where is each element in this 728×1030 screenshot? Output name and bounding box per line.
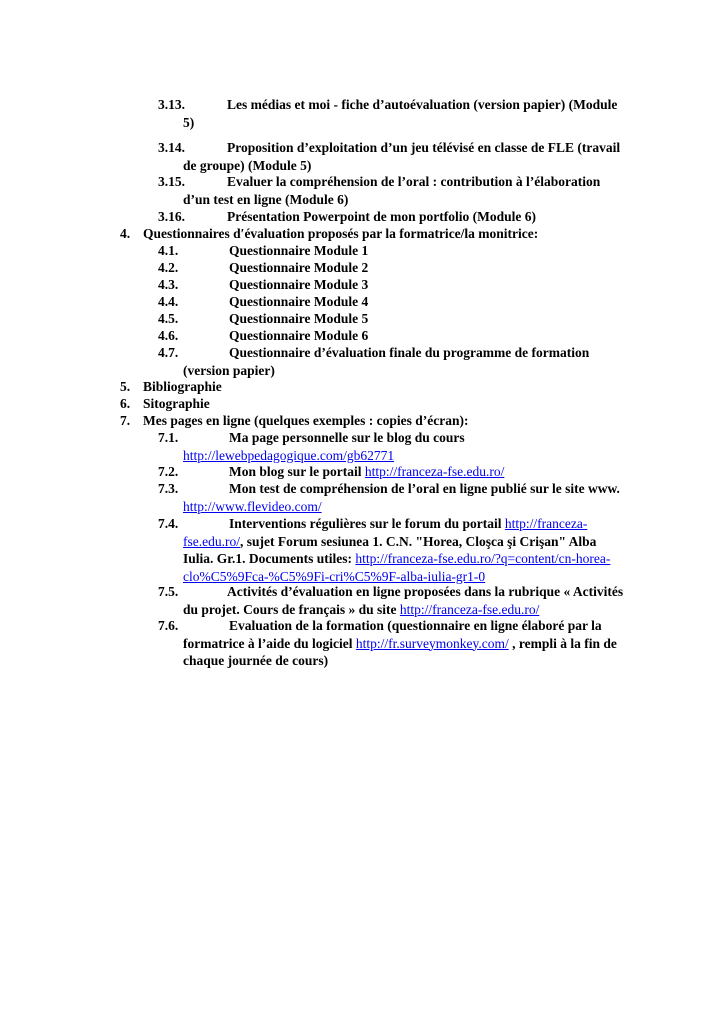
item-text-continued — [183, 533, 596, 551]
item-number: 4.2. — [158, 260, 179, 275]
item-number: 4.4. — [158, 294, 179, 309]
item-number: 4.5. — [158, 311, 179, 326]
item-text: Questionnaire Module 3 — [229, 277, 369, 292]
forum-link-part-2[interactable]: fse.edu.ro/ — [183, 533, 240, 549]
item-number: 3.15. — [158, 174, 185, 189]
item-text-continued — [183, 601, 539, 619]
item-number: 7.5. — [158, 584, 179, 599]
section-heading: Questionnaires d′évaluation proposés par la formatrice/la monitrice: — [143, 226, 539, 241]
flevideo-link[interactable]: http://www.flevideo.com/ — [183, 498, 322, 514]
item-number: 4. — [120, 226, 131, 241]
item-number: 4.3. — [158, 277, 179, 292]
item-text: Mon test de compréhension de l’oral en ligne publié sur le site www. — [229, 481, 620, 496]
item-text: Questionnaire d’évaluation finale du programme de formation — [229, 345, 590, 360]
item-text: Activités d’évaluation en ligne proposées dans la rubrique « Activités — [227, 584, 624, 599]
item-number: 4.1. — [158, 243, 179, 258]
item-text — [229, 515, 587, 533]
documents-link-part-2[interactable]: clo%C5%9Fca-%C5%9Fi-cri%C5%9F-alba-iulia-gr1-0 — [183, 568, 486, 584]
item-text-continued: d’un test en ligne (Module 6) — [183, 191, 349, 207]
item-number: 6. — [120, 396, 131, 411]
item-text-continued: chaque journée de cours) — [183, 653, 329, 668]
item-number: 7.3. — [158, 481, 179, 496]
blog-link[interactable]: http://lewebpedagogique.com/gb62771 — [183, 447, 395, 463]
portal-link[interactable]: http://franceza-fse.edu.ro/ — [364, 464, 505, 479]
item-text-continued: (version papier) — [183, 362, 275, 378]
item-text: Les médias et moi - fiche d’autoévaluation (version papier) (Module — [227, 97, 618, 112]
item-text-part: , sujet Forum sesiunea 1. C.N. "Horea, Cloşca şi Crişan" Alba — [239, 533, 597, 549]
item-text-continued — [183, 447, 394, 465]
item-text: Proposition d’exploitation d’un jeu télévisé en classe de FLE (travail — [227, 140, 621, 155]
item-text-part: Iulia. Gr.1. Documents utiles: — [183, 551, 356, 566]
item-text-continued — [183, 635, 617, 653]
item-number: 3.14. — [158, 140, 185, 155]
item-text-part: Interventions régulières sur le forum du portail — [229, 516, 505, 531]
item-text: Questionnaire Module 2 — [229, 260, 369, 275]
item-text-continued: 5) — [183, 114, 195, 130]
item-text: Présentation Powerpoint de mon portfolio (Module 6) — [227, 209, 536, 224]
item-number: 7.2. — [158, 464, 179, 479]
item-text-part: du projet. Cours de français » du site — [183, 601, 400, 617]
section-heading: Mes pages en ligne (quelques exemples : copies d’écran): — [143, 413, 469, 428]
item-text: Evaluer la compréhension de l’oral : contribution à l’élaboration — [227, 174, 601, 189]
item-number: 4.7. — [158, 345, 179, 360]
item-number: 7. — [120, 413, 131, 428]
item-text-part: formatrice à l’aide du logiciel — [183, 635, 356, 651]
item-text-continued — [183, 550, 610, 568]
item-number: 7.1. — [158, 430, 179, 445]
item-number: 3.13. — [158, 97, 185, 112]
item-text: Questionnaire Module 1 — [229, 243, 369, 258]
item-number: 7.4. — [158, 516, 179, 531]
item-number: 3.16. — [158, 209, 185, 224]
section-heading: Sitographie — [143, 396, 210, 411]
item-text: Questionnaire Module 5 — [229, 311, 369, 326]
item-text: Questionnaire Module 4 — [229, 294, 369, 309]
item-number: 7.6. — [158, 618, 179, 633]
section-heading: Bibliographie — [143, 379, 222, 394]
item-text: Evaluation de la formation (questionnaire en ligne élaboré par la — [229, 618, 602, 633]
item-text-part: Mon blog sur le portail — [229, 464, 365, 479]
item-text: Questionnaire Module 6 — [229, 328, 369, 343]
item-text — [229, 463, 504, 481]
item-text: Ma page personnelle sur le blog du cours — [229, 430, 465, 445]
forum-link-part-1[interactable]: http://franceza- — [504, 516, 588, 531]
item-text-continued — [183, 498, 322, 516]
item-number: 4.6. — [158, 328, 179, 343]
item-text-continued: de groupe) (Module 5) — [183, 157, 312, 173]
item-text-part: , rempli à la fin de — [508, 635, 617, 651]
surveymonkey-link[interactable]: http://fr.surveymonkey.com/ — [355, 635, 509, 651]
documents-link-part-1[interactable]: http://franceza-fse.edu.ro/?q=content/cn-horea- — [355, 551, 611, 566]
activities-link[interactable]: http://franceza-fse.edu.ro/ — [399, 601, 540, 617]
item-number: 5. — [120, 379, 131, 394]
